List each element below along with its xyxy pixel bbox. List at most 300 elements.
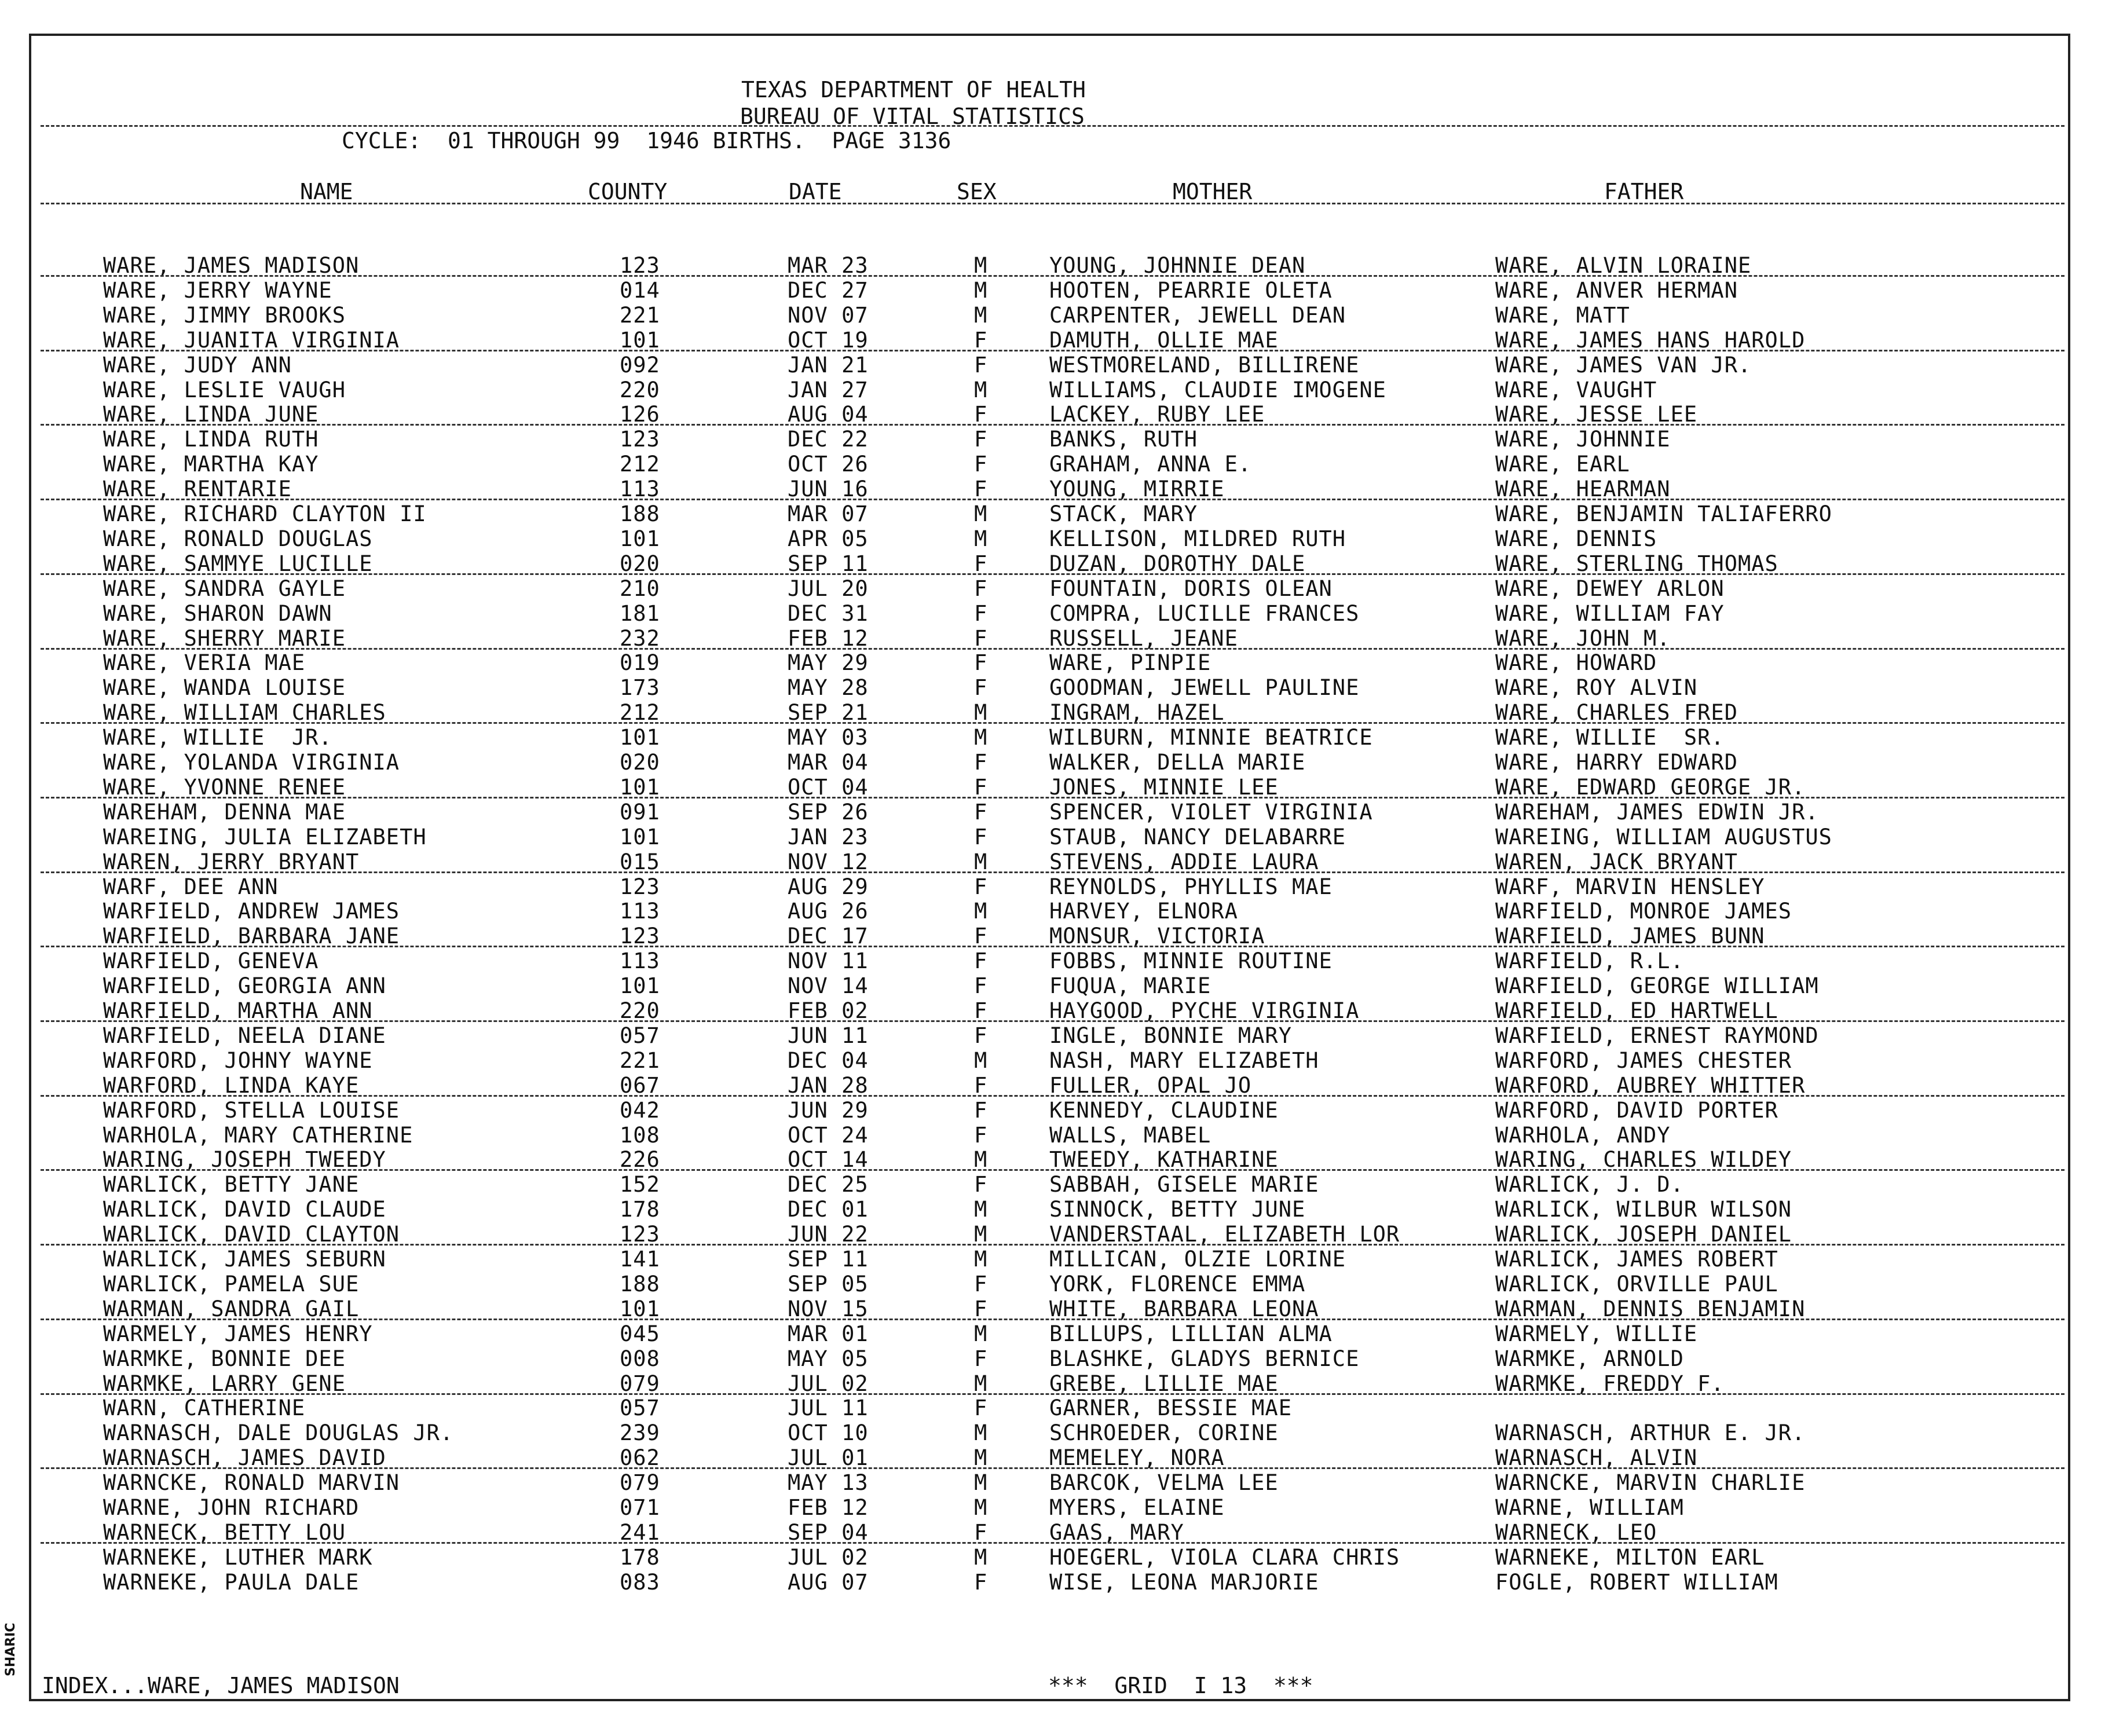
table-row bbox=[0, 800, 2112, 825]
record-name: WARNECK, BETTY LOU bbox=[103, 1519, 346, 1545]
table-row bbox=[0, 1074, 2112, 1098]
footer-grid: *** GRID I 13 *** bbox=[1048, 1673, 1313, 1698]
record-name: WARNEKE, PAULA DALE bbox=[103, 1569, 360, 1595]
table-row bbox=[0, 924, 2112, 948]
col-header-father: FATHER bbox=[1604, 179, 1684, 204]
record-name: WARFIELD, BARBARA JANE bbox=[103, 924, 400, 949]
record-name: WARLICK, PAMELA SUE bbox=[103, 1271, 360, 1296]
record-name: WARE, WANDA LOUISE bbox=[103, 675, 346, 701]
record-county: 212 bbox=[620, 700, 660, 726]
record-county: 101 bbox=[620, 774, 660, 800]
record-county: 181 bbox=[620, 600, 660, 626]
record-name: WARE, SANDRA GAYLE bbox=[103, 576, 346, 601]
record-date: OCT 24 bbox=[788, 1122, 869, 1148]
record-mother: WHITE, BARBARA LEONA bbox=[1049, 1296, 1319, 1321]
record-father: WARNCKE, MARVIN CHARLIE bbox=[1495, 1470, 1806, 1496]
record-date: JAN 23 bbox=[788, 824, 869, 849]
table-row bbox=[0, 1222, 2112, 1247]
record-mother: JONES, MINNIE LEE bbox=[1049, 774, 1279, 800]
record-father: WARF, MARVIN HENSLEY bbox=[1495, 874, 1765, 899]
record-county: 015 bbox=[620, 849, 660, 874]
record-sex: F bbox=[974, 576, 988, 601]
record-name: WARLICK, JAMES SEBURN bbox=[103, 1247, 386, 1272]
record-date: MAR 01 bbox=[788, 1321, 869, 1346]
record-mother: MYERS, ELAINE bbox=[1049, 1495, 1225, 1520]
record-sex: F bbox=[974, 600, 988, 626]
record-date: FEB 02 bbox=[788, 998, 869, 1023]
record-date: JAN 27 bbox=[788, 377, 869, 402]
record-county: 123 bbox=[620, 924, 660, 949]
record-county: 152 bbox=[620, 1172, 660, 1197]
record-sex: M bbox=[974, 700, 988, 726]
record-sex: M bbox=[974, 1048, 988, 1073]
row-rule bbox=[41, 1542, 2065, 1544]
table-row bbox=[0, 402, 2112, 427]
record-county: 188 bbox=[620, 501, 660, 526]
record-name: WARE, RENTARIE bbox=[103, 477, 292, 502]
record-mother: WILBURN, MINNIE BEATRICE bbox=[1049, 725, 1373, 750]
record-date: MAY 28 bbox=[788, 675, 869, 701]
record-date: SEP 21 bbox=[788, 700, 869, 726]
record-name: WARE, YVONNE RENEE bbox=[103, 774, 346, 800]
record-county: 221 bbox=[620, 302, 660, 328]
record-mother: WALLS, MABEL bbox=[1049, 1122, 1211, 1148]
record-county: 220 bbox=[620, 998, 660, 1023]
row-rule bbox=[41, 871, 2065, 873]
record-name: WARING, JOSEPH TWEEDY bbox=[103, 1147, 386, 1173]
record-name: WARE, RICHARD CLAYTON II bbox=[103, 501, 427, 526]
table-row bbox=[0, 303, 2112, 328]
record-father: WARLICK, ORVILLE PAUL bbox=[1495, 1271, 1778, 1296]
record-name: WARHOLA, MARY CATHERINE bbox=[103, 1122, 413, 1148]
record-father: WARFIELD, ERNEST RAYMOND bbox=[1495, 1023, 1819, 1048]
record-sex: F bbox=[974, 874, 988, 899]
record-sex: M bbox=[974, 377, 988, 402]
record-father: WAREN, JACK BRYANT bbox=[1495, 849, 1738, 874]
record-county: 071 bbox=[620, 1495, 660, 1520]
record-date: OCT 04 bbox=[788, 774, 869, 800]
row-rule bbox=[41, 722, 2065, 724]
record-name: WARE, JUDY ANN bbox=[103, 352, 292, 378]
record-mother: WESTMORELAND, BILLIRENE bbox=[1049, 352, 1360, 378]
record-sex: F bbox=[974, 774, 988, 800]
table-row bbox=[0, 1545, 2112, 1570]
col-header-mother: MOTHER bbox=[1173, 179, 1253, 204]
record-sex: F bbox=[974, 1122, 988, 1148]
record-sex: F bbox=[974, 948, 988, 974]
record-date: AUG 04 bbox=[788, 402, 869, 427]
record-name: WARNASCH, JAMES DAVID bbox=[103, 1445, 386, 1471]
record-father: WARE, JESSE LEE bbox=[1495, 402, 1698, 427]
table-row bbox=[0, 1396, 2112, 1420]
record-county: 178 bbox=[620, 1544, 660, 1570]
record-date: AUG 26 bbox=[788, 899, 869, 924]
table-row bbox=[0, 1123, 2112, 1148]
record-county: 232 bbox=[620, 625, 660, 651]
record-mother: INGLE, BONNIE MARY bbox=[1049, 1023, 1292, 1048]
record-date: MAY 05 bbox=[788, 1346, 869, 1371]
record-date: FEB 12 bbox=[788, 1495, 869, 1520]
record-mother: GRAHAM, ANNA E. bbox=[1049, 452, 1252, 477]
header-rule-1 bbox=[41, 125, 2065, 127]
row-rule bbox=[41, 946, 2065, 947]
record-father: WARE, WILLIAM FAY bbox=[1495, 600, 1725, 626]
record-name: WARE, JERRY WAYNE bbox=[103, 277, 332, 303]
department-title: TEXAS DEPARTMENT OF HEALTH bbox=[741, 77, 1086, 102]
table-row bbox=[0, 1570, 2112, 1595]
record-mother: BLASHKE, GLADYS BERNICE bbox=[1049, 1346, 1360, 1371]
row-rule bbox=[41, 797, 2065, 799]
record-date: MAR 23 bbox=[788, 253, 869, 278]
record-county: 210 bbox=[620, 576, 660, 601]
record-mother: BANKS, RUTH bbox=[1049, 427, 1198, 452]
record-mother: FUQUA, MARIE bbox=[1049, 973, 1211, 999]
table-row bbox=[0, 527, 2112, 551]
record-county: 045 bbox=[620, 1321, 660, 1346]
record-sex: F bbox=[974, 352, 988, 378]
table-row bbox=[0, 825, 2112, 849]
record-sex: M bbox=[974, 899, 988, 924]
record-date: SEP 05 bbox=[788, 1271, 869, 1296]
record-county: 079 bbox=[620, 1470, 660, 1496]
record-sex: F bbox=[974, 1072, 988, 1098]
record-father: WARE, ROY ALVIN bbox=[1495, 675, 1698, 701]
row-rule bbox=[41, 573, 2065, 575]
record-county: 188 bbox=[620, 1271, 660, 1296]
table-row bbox=[0, 1098, 2112, 1123]
record-sex: F bbox=[974, 1296, 988, 1321]
record-mother: WARE, PINPIE bbox=[1049, 650, 1211, 676]
table-row bbox=[0, 651, 2112, 675]
record-sex: M bbox=[974, 1470, 988, 1496]
record-sex: F bbox=[974, 799, 988, 825]
record-county: 220 bbox=[620, 377, 660, 402]
col-header-name: NAME bbox=[300, 179, 353, 204]
row-rule bbox=[41, 1169, 2065, 1171]
record-county: 212 bbox=[620, 452, 660, 477]
table-row bbox=[0, 1247, 2112, 1272]
record-mother: DAMUTH, OLLIE MAE bbox=[1049, 327, 1279, 353]
record-father: WARE, JOHNNIE bbox=[1495, 427, 1671, 452]
record-name: WARE, LINDA JUNE bbox=[103, 402, 319, 427]
record-name: WARE, JIMMY BROOKS bbox=[103, 302, 346, 328]
record-date: JUL 02 bbox=[788, 1544, 869, 1570]
table-row bbox=[0, 328, 2112, 353]
record-father: WARNASCH, ALVIN bbox=[1495, 1445, 1698, 1471]
table-row bbox=[0, 1471, 2112, 1495]
record-date: JUN 22 bbox=[788, 1222, 869, 1247]
record-county: 113 bbox=[620, 948, 660, 974]
row-rule bbox=[41, 1095, 2065, 1097]
table-row bbox=[0, 1197, 2112, 1222]
record-mother: RUSSELL, JEANE bbox=[1049, 625, 1238, 651]
table-row bbox=[0, 577, 2112, 601]
record-name: WARFIELD, GENEVA bbox=[103, 948, 319, 974]
table-row bbox=[0, 254, 2112, 278]
record-father: WARING, CHARLES WILDEY bbox=[1495, 1147, 1792, 1173]
record-mother: MONSUR, VICTORIA bbox=[1049, 924, 1265, 949]
record-father: WARFORD, AUBREY WHITTER bbox=[1495, 1072, 1806, 1098]
record-mother: WISE, LEONA MARJORIE bbox=[1049, 1569, 1319, 1595]
record-mother: INGRAM, HAZEL bbox=[1049, 700, 1225, 726]
record-county: 123 bbox=[620, 427, 660, 452]
record-date: NOV 11 bbox=[788, 948, 869, 974]
record-father: WARE, VAUGHT bbox=[1495, 377, 1657, 402]
col-header-date: DATE bbox=[789, 179, 842, 204]
record-sex: F bbox=[974, 452, 988, 477]
record-name: WARMAN, SANDRA GAIL bbox=[103, 1296, 360, 1321]
record-sex: M bbox=[974, 1445, 988, 1471]
record-county: 173 bbox=[620, 675, 660, 701]
record-sex: F bbox=[974, 998, 988, 1023]
table-row bbox=[0, 1297, 2112, 1321]
table-row bbox=[0, 1173, 2112, 1197]
record-county: 221 bbox=[620, 1048, 660, 1073]
side-label: SHARIC bbox=[3, 1623, 18, 1676]
record-name: WARMKE, LARRY GENE bbox=[103, 1371, 346, 1396]
record-mother: BILLUPS, LILLIAN ALMA bbox=[1049, 1321, 1333, 1346]
row-rule bbox=[41, 1393, 2065, 1395]
record-mother: GAAS, MARY bbox=[1049, 1519, 1184, 1545]
record-mother: YOUNG, MIRRIE bbox=[1049, 477, 1225, 502]
record-date: NOV 07 bbox=[788, 302, 869, 328]
record-date: DEC 31 bbox=[788, 600, 869, 626]
record-name: WARE, SHARON DAWN bbox=[103, 600, 332, 626]
record-date: JAN 28 bbox=[788, 1072, 869, 1098]
row-rule bbox=[41, 1319, 2065, 1320]
record-mother: FOBBS, MINNIE ROUTINE bbox=[1049, 948, 1333, 974]
record-county: 008 bbox=[620, 1346, 660, 1371]
record-mother: SINNOCK, BETTY JUNE bbox=[1049, 1197, 1306, 1222]
record-mother: FULLER, OPAL JO bbox=[1049, 1072, 1252, 1098]
record-date: JUN 29 bbox=[788, 1097, 869, 1123]
record-father: WARNEKE, MILTON EARL bbox=[1495, 1544, 1765, 1570]
record-sex: F bbox=[974, 750, 988, 775]
record-sex: F bbox=[974, 327, 988, 353]
record-sex: M bbox=[974, 253, 988, 278]
record-county: 123 bbox=[620, 874, 660, 899]
record-sex: M bbox=[974, 1420, 988, 1446]
record-father: WARMELY, WILLIE bbox=[1495, 1321, 1698, 1346]
record-sex: F bbox=[974, 477, 988, 502]
record-date: DEC 27 bbox=[788, 277, 869, 303]
footer-index: INDEX...WARE, JAMES MADISON bbox=[42, 1673, 400, 1698]
record-father: WARNE, WILLIAM bbox=[1495, 1495, 1684, 1520]
table-row bbox=[0, 701, 2112, 725]
record-father: WAREING, WILLIAM AUGUSTUS bbox=[1495, 824, 1832, 849]
record-sex: F bbox=[974, 1396, 988, 1421]
table-row bbox=[0, 1496, 2112, 1520]
record-county: 101 bbox=[620, 725, 660, 750]
record-date: JUL 20 bbox=[788, 576, 869, 601]
record-name: WARFIELD, GEORGIA ANN bbox=[103, 973, 386, 999]
record-father: WARFORD, JAMES CHESTER bbox=[1495, 1048, 1792, 1073]
row-rule bbox=[41, 499, 2065, 500]
record-mother: WILLIAMS, CLAUDIE IMOGENE bbox=[1049, 377, 1386, 402]
record-mother: COMPRA, LUCILLE FRANCES bbox=[1049, 600, 1360, 626]
record-name: WAREN, JERRY BRYANT bbox=[103, 849, 360, 874]
record-mother: MEMELEY, NORA bbox=[1049, 1445, 1225, 1471]
table-row bbox=[0, 974, 2112, 998]
record-date: DEC 22 bbox=[788, 427, 869, 452]
col-header-sex: SEX bbox=[957, 179, 997, 204]
record-mother: TWEEDY, KATHARINE bbox=[1049, 1147, 1279, 1173]
record-father: WARFIELD, R.L. bbox=[1495, 948, 1684, 974]
record-county: 113 bbox=[620, 899, 660, 924]
record-father: WARLICK, JAMES ROBERT bbox=[1495, 1247, 1778, 1272]
table-row bbox=[0, 427, 2112, 452]
record-sex: F bbox=[974, 973, 988, 999]
table-row bbox=[0, 627, 2112, 651]
record-mother: YORK, FLORENCE EMMA bbox=[1049, 1271, 1306, 1296]
record-county: 062 bbox=[620, 1445, 660, 1471]
table-row bbox=[0, 1272, 2112, 1296]
record-date: DEC 01 bbox=[788, 1197, 869, 1222]
record-county: 123 bbox=[620, 253, 660, 278]
record-county: 141 bbox=[620, 1247, 660, 1272]
table-row bbox=[0, 1446, 2112, 1470]
record-name: WARE, LESLIE VAUGH bbox=[103, 377, 346, 402]
record-county: 014 bbox=[620, 277, 660, 303]
record-father: WARFIELD, MONROE JAMES bbox=[1495, 899, 1792, 924]
record-county: 101 bbox=[620, 526, 660, 551]
record-mother: GOODMAN, JEWELL PAULINE bbox=[1049, 675, 1360, 701]
record-county: 019 bbox=[620, 650, 660, 676]
record-name: WARF, DEE ANN bbox=[103, 874, 279, 899]
record-mother: KELLISON, MILDRED RUTH bbox=[1049, 526, 1346, 551]
record-date: OCT 14 bbox=[788, 1147, 869, 1173]
record-county: 057 bbox=[620, 1396, 660, 1421]
record-name: WARNCKE, RONALD MARVIN bbox=[103, 1470, 400, 1496]
table-row bbox=[0, 999, 2112, 1023]
record-sex: F bbox=[974, 1023, 988, 1048]
record-father: WARE, DEWEY ARLON bbox=[1495, 576, 1725, 601]
record-sex: F bbox=[974, 551, 988, 576]
record-sex: F bbox=[974, 402, 988, 427]
record-date: MAY 29 bbox=[788, 650, 869, 676]
record-father: WARE, BENJAMIN TALIAFERRO bbox=[1495, 501, 1832, 526]
record-sex: M bbox=[974, 1321, 988, 1346]
record-date: SEP 26 bbox=[788, 799, 869, 825]
record-name: WARMKE, BONNIE DEE bbox=[103, 1346, 346, 1371]
table-row bbox=[0, 552, 2112, 576]
record-county: 226 bbox=[620, 1147, 660, 1173]
record-mother: REYNOLDS, PHYLLIS MAE bbox=[1049, 874, 1333, 899]
record-name: WARE, MARTHA KAY bbox=[103, 452, 319, 477]
record-county: 057 bbox=[620, 1023, 660, 1048]
record-mother: WALKER, DELLA MARIE bbox=[1049, 750, 1306, 775]
record-name: WARFORD, LINDA KAYE bbox=[103, 1072, 360, 1098]
cycle-line: CYCLE: 01 THROUGH 99 1946 BIRTHS. PAGE 3136 bbox=[342, 128, 951, 153]
record-father: WARMKE, FREDDY F. bbox=[1495, 1371, 1725, 1396]
record-county: 239 bbox=[620, 1420, 660, 1446]
record-date: JUN 11 bbox=[788, 1023, 869, 1048]
record-county: 083 bbox=[620, 1569, 660, 1595]
record-date: JUN 16 bbox=[788, 477, 869, 502]
record-county: 126 bbox=[620, 402, 660, 427]
record-mother: STACK, MARY bbox=[1049, 501, 1198, 526]
table-row bbox=[0, 1372, 2112, 1396]
record-county: 241 bbox=[620, 1519, 660, 1545]
header-rule-2 bbox=[41, 203, 2065, 204]
row-rule bbox=[41, 1020, 2065, 1022]
record-name: WAREHAM, DENNA MAE bbox=[103, 799, 346, 825]
record-mother: YOUNG, JOHNNIE DEAN bbox=[1049, 253, 1306, 278]
record-date: DEC 17 bbox=[788, 924, 869, 949]
row-rule bbox=[41, 424, 2065, 426]
record-date: NOV 12 bbox=[788, 849, 869, 874]
record-sex: F bbox=[974, 1569, 988, 1595]
record-father: WARLICK, J. D. bbox=[1495, 1172, 1684, 1197]
record-father: WARLICK, JOSEPH DANIEL bbox=[1495, 1222, 1792, 1247]
record-mother: HOOTEN, PEARRIE OLETA bbox=[1049, 277, 1333, 303]
record-sex: F bbox=[974, 1172, 988, 1197]
record-county: 101 bbox=[620, 824, 660, 849]
record-father: WARE, JAMES HANS HAROLD bbox=[1495, 327, 1806, 353]
record-name: WARE, RONALD DOUGLAS bbox=[103, 526, 373, 551]
record-father: WARE, HEARMAN bbox=[1495, 477, 1671, 502]
record-date: NOV 14 bbox=[788, 973, 869, 999]
record-sex: M bbox=[974, 501, 988, 526]
table-row bbox=[0, 750, 2112, 775]
record-date: AUG 07 bbox=[788, 1569, 869, 1595]
record-name: WARE, JUANITA VIRGINIA bbox=[103, 327, 400, 353]
record-father: WARE, ANVER HERMAN bbox=[1495, 277, 1738, 303]
record-date: AUG 29 bbox=[788, 874, 869, 899]
record-date: MAY 13 bbox=[788, 1470, 869, 1496]
table-row bbox=[0, 1148, 2112, 1172]
record-sex: M bbox=[974, 1544, 988, 1570]
record-date: APR 05 bbox=[788, 526, 869, 551]
record-sex: F bbox=[974, 1271, 988, 1296]
record-county: 067 bbox=[620, 1072, 660, 1098]
record-mother: SABBAH, GISELE MARIE bbox=[1049, 1172, 1319, 1197]
table-row bbox=[0, 602, 2112, 626]
record-sex: F bbox=[974, 1346, 988, 1371]
record-mother: GREBE, LILLIE MAE bbox=[1049, 1371, 1279, 1396]
record-county: 020 bbox=[620, 750, 660, 775]
row-rule bbox=[41, 1244, 2065, 1246]
record-date: SEP 11 bbox=[788, 551, 869, 576]
table-row bbox=[0, 1421, 2112, 1445]
record-sex: F bbox=[974, 675, 988, 701]
row-rule bbox=[41, 648, 2065, 650]
record-name: WARE, SHERRY MARIE bbox=[103, 625, 346, 651]
record-father: WARE, EDWARD GEORGE JR. bbox=[1495, 774, 1806, 800]
table-row bbox=[0, 850, 2112, 874]
record-date: MAY 03 bbox=[788, 725, 869, 750]
record-father: WARE, WILLIE SR. bbox=[1495, 725, 1725, 750]
record-county: 079 bbox=[620, 1371, 660, 1396]
record-date: DEC 25 bbox=[788, 1172, 869, 1197]
table-row bbox=[0, 1347, 2112, 1371]
record-mother: KENNEDY, CLAUDINE bbox=[1049, 1097, 1279, 1123]
record-father: WAREHAM, JAMES EDWIN JR. bbox=[1495, 799, 1819, 825]
table-row bbox=[0, 676, 2112, 700]
record-mother: CARPENTER, JEWELL DEAN bbox=[1049, 302, 1346, 328]
record-mother: BARCOK, VELMA LEE bbox=[1049, 1470, 1279, 1496]
record-father: WARMAN, DENNIS BENJAMIN bbox=[1495, 1296, 1806, 1321]
record-father: WARE, STERLING THOMAS bbox=[1495, 551, 1778, 576]
record-name: WARNASCH, DALE DOUGLAS JR. bbox=[103, 1420, 454, 1446]
record-date: OCT 26 bbox=[788, 452, 869, 477]
record-sex: F bbox=[974, 924, 988, 949]
table-row bbox=[0, 1322, 2112, 1346]
record-county: 042 bbox=[620, 1097, 660, 1123]
record-county: 113 bbox=[620, 477, 660, 502]
record-father: WARE, MATT bbox=[1495, 302, 1630, 328]
record-county: 020 bbox=[620, 551, 660, 576]
